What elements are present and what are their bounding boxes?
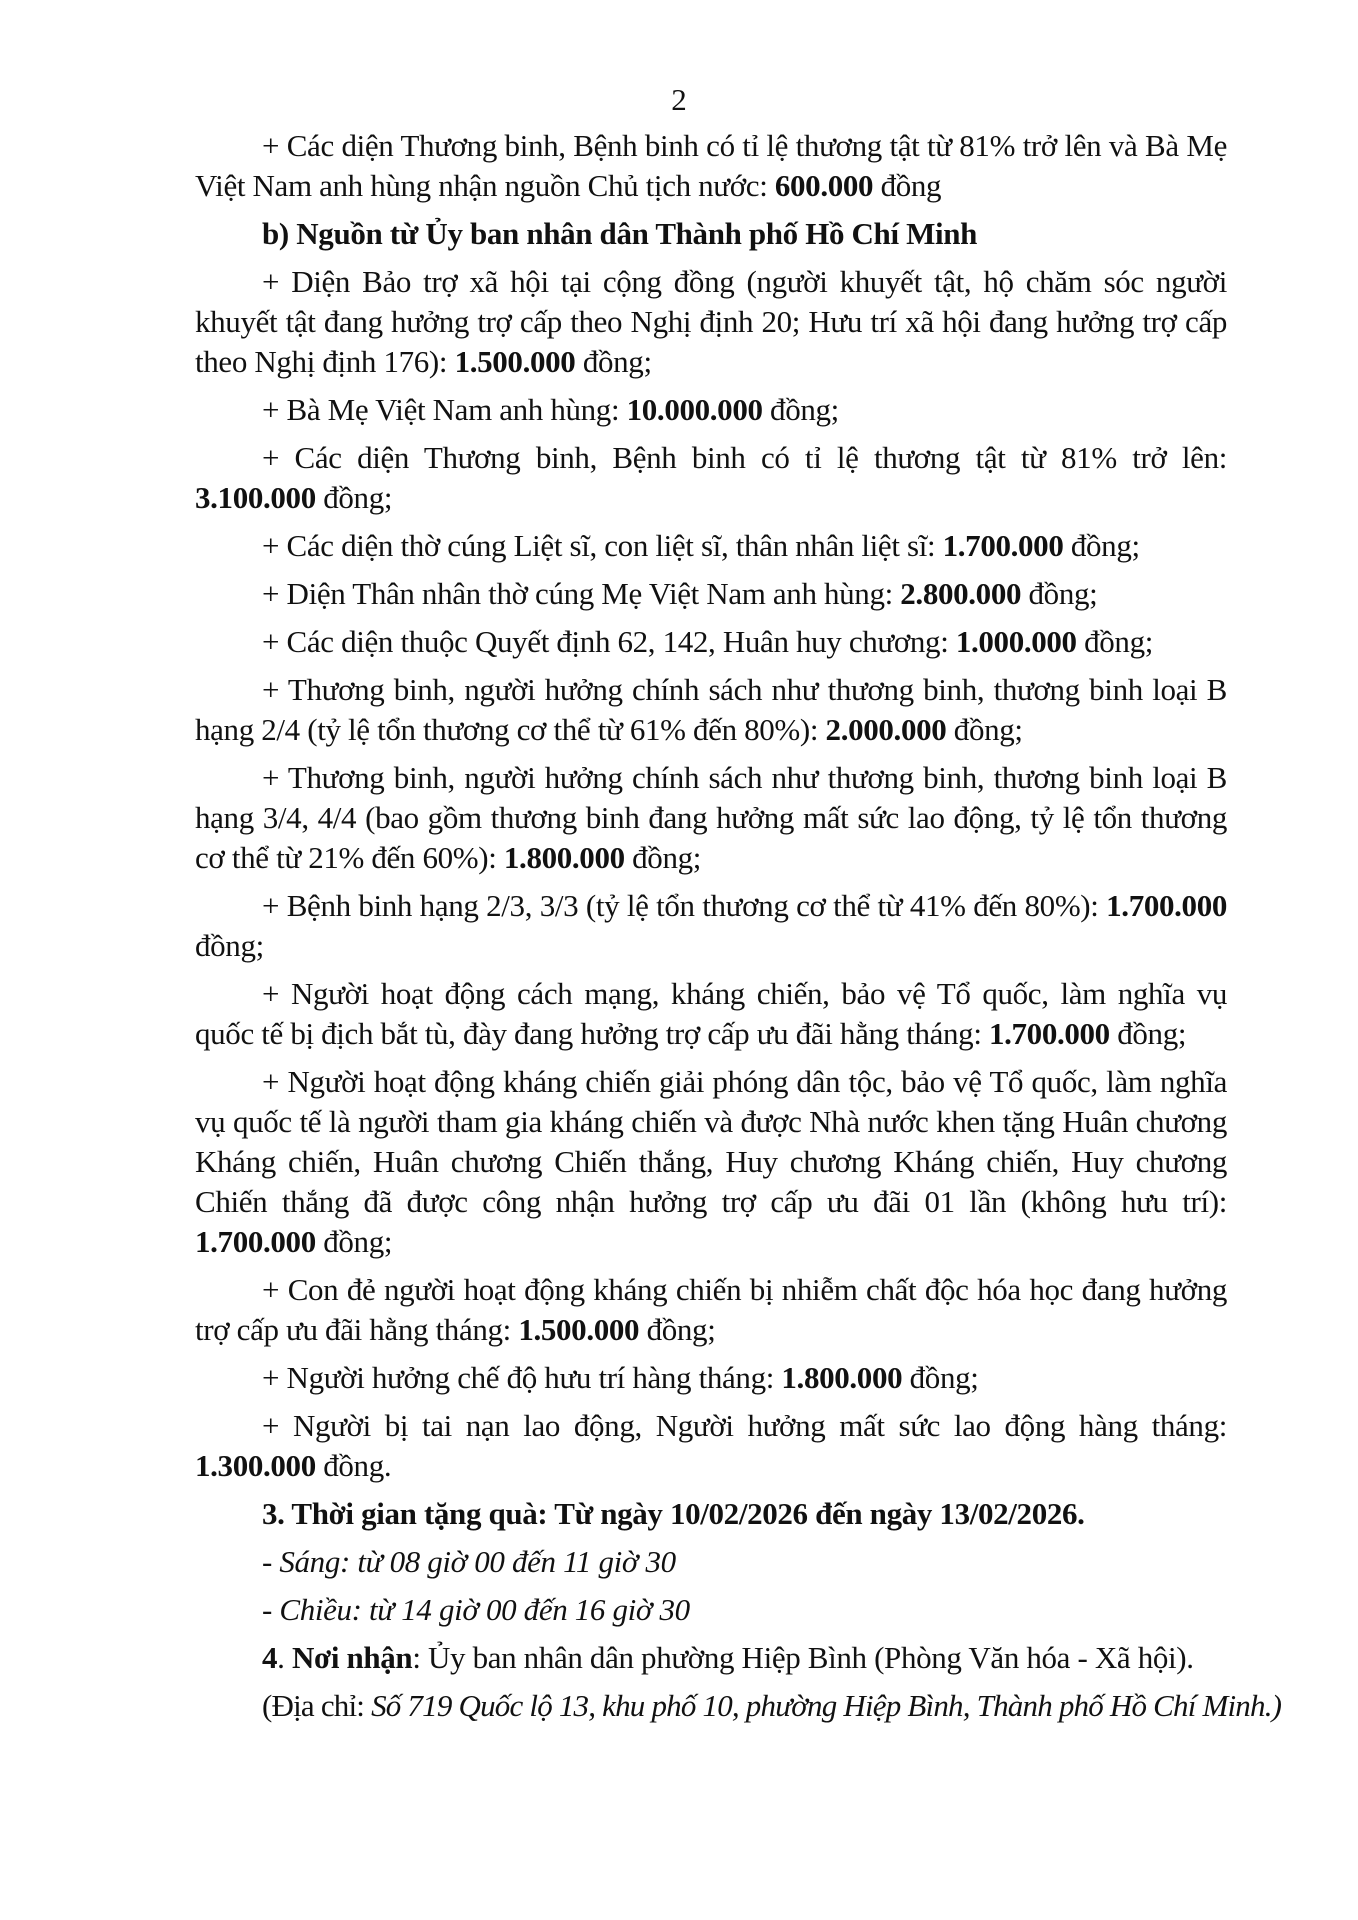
item-text: + Các diện Thương binh, Bệnh binh có tỉ lệ thương tật từ 81% trở lên:	[262, 440, 1227, 475]
list-item	[195, 974, 1227, 1054]
item-text: + Các diện thuộc Quyết định 62, 142, Huân huy chương:	[262, 624, 956, 659]
item-text: + Bà Mẹ Việt Nam anh hùng:	[262, 392, 627, 427]
list-item	[195, 262, 1227, 382]
section-4-number: 4	[262, 1640, 278, 1675]
list-item	[195, 526, 1227, 566]
section-4-recipient	[195, 1638, 1227, 1678]
item-suffix: đồng;	[902, 1360, 979, 1395]
list-item	[195, 1270, 1227, 1350]
item-amount: 1.700.000	[195, 1224, 316, 1259]
item-amount: 10.000.000	[626, 392, 763, 427]
list-item	[195, 758, 1227, 878]
item-suffix: đồng;	[315, 480, 393, 515]
item-suffix: đồng;	[575, 344, 652, 379]
item-text: + Người bị tai nạn lao động, Người hưởng mất sức lao động hàng tháng:	[262, 1408, 1227, 1443]
item-suffix: đồng.	[315, 1448, 392, 1483]
address-label: (Địa chỉ:	[262, 1688, 372, 1723]
item-amount: 1.300.000	[195, 1448, 316, 1483]
item-amount: 3.100.000	[195, 480, 316, 515]
item-suffix: đồng;	[946, 712, 1023, 747]
item-suffix: đồng	[873, 168, 942, 203]
item-text: + Diện Thân nhân thờ cúng Mẹ Việt Nam anh hùng:	[262, 576, 901, 611]
item-text: + Thương binh, người hưởng chính sách như thương binh, thương binh loại B hạng 3/4, 4/4 (bao gồm thương binh đang hưởng mất sức lao động, tỷ lệ tổn thương cơ thể từ 21% đến 60%):	[195, 760, 1227, 875]
list-item	[195, 1062, 1227, 1262]
list-item	[195, 574, 1227, 614]
item-amount: 1.500.000	[454, 344, 576, 379]
item-amount: 1.800.000	[781, 1360, 903, 1395]
item-suffix: đồng;	[1109, 1016, 1187, 1051]
item-amount: 1.800.000	[503, 840, 625, 875]
item-suffix: đồng;	[1063, 528, 1140, 563]
section-b-list	[195, 262, 1227, 1486]
section-a-last-item	[195, 126, 1227, 206]
item-suffix: đồng;	[762, 392, 839, 427]
item-suffix: đồng;	[639, 1312, 716, 1347]
address-value: Số 719 Quốc lộ 13, khu phố 10, phường Hiệp Bình, Thành phố Hồ Chí Minh.)	[371, 1688, 1282, 1723]
item-text: + Các diện Thương binh, Bệnh binh có tỉ lệ thương tật từ 81% trở lên và Bà Mẹ Việt Nam anh hùng nhận nguồn Chủ tịch nước:	[195, 128, 1227, 203]
page-number: 2	[671, 82, 687, 117]
section-4-dot: .	[277, 1640, 292, 1675]
item-amount: 2.000.000	[825, 712, 947, 747]
item-amount: 1.000.000	[955, 624, 1077, 659]
item-amount: 2.800.000	[900, 576, 1022, 611]
list-item	[195, 1406, 1227, 1486]
item-text: + Con đẻ người hoạt động kháng chiến bị nhiễm chất độc hóa học đang hưởng trợ cấp ưu đãi hằng tháng:	[195, 1272, 1227, 1347]
item-amount: 600.000	[774, 168, 874, 203]
section-3-heading: 3. Thời gian tặng quà: Từ ngày 10/02/2026 đến ngày 13/02/2026.	[262, 1496, 1085, 1531]
item-text: + Người hoạt động kháng chiến giải phóng dân tộc, bảo vệ Tổ quốc, làm nghĩa vụ quốc tế là người tham gia kháng chiến và được Nhà nước khen tặng Huân chương Kháng chiến, Huân chương Chiến thắng, Huy chương Kháng chiến, Huy chương Chiến thắng đã được công nhận hưởng trợ cấp ưu đãi 01 lần (không hưu trí):	[195, 1064, 1227, 1219]
section-4-text: : Ủy ban nhân dân phường Hiệp Bình (Phòng Văn hóa - Xã hội).	[412, 1640, 1194, 1675]
section-4-title: Nơi nhận	[291, 1640, 413, 1675]
item-amount: 1.500.000	[518, 1312, 640, 1347]
schedule-morning: - Sáng: từ 08 giờ 00 đến 11 giờ 30	[262, 1544, 676, 1579]
item-suffix: đồng;	[195, 928, 264, 963]
item-text: + Diện Bảo trợ xã hội tại cộng đồng (người khuyết tật, hộ chăm sóc người khuyết tật đang hưởng trợ cấp theo Nghị định 20; Hưu trí xã hội đang hưởng trợ cấp theo Nghị định 176):	[195, 264, 1227, 379]
schedule-afternoon: - Chiều: từ 14 giờ 00 đến 16 giờ 30	[262, 1592, 690, 1627]
item-text: + Người hoạt động cách mạng, kháng chiến, bảo vệ Tổ quốc, làm nghĩa vụ quốc tế bị địch bắt tù, đày đang hưởng trợ cấp ưu đãi hằng tháng:	[195, 976, 1227, 1051]
list-item	[195, 438, 1227, 518]
address-line	[262, 1686, 1282, 1726]
item-text: + Thương binh, người hưởng chính sách như thương binh, thương binh loại B hạng 2/4 (tỷ lệ tổn thương cơ thể từ 61% đến 80%):	[195, 672, 1227, 747]
item-amount: 1.700.000	[1106, 888, 1227, 923]
list-item	[195, 622, 1227, 662]
item-text: + Người hưởng chế độ hưu trí hàng tháng:	[262, 1360, 782, 1395]
item-suffix: đồng;	[315, 1224, 393, 1259]
item-amount: 1.700.000	[942, 528, 1064, 563]
item-suffix: đồng;	[1021, 576, 1098, 611]
item-suffix: đồng;	[1076, 624, 1153, 659]
item-text: + Bệnh binh hạng 2/3, 3/3 (tỷ lệ tổn thương cơ thể từ 41% đến 80%):	[262, 888, 1107, 923]
list-item	[195, 1358, 1227, 1398]
list-item	[195, 670, 1227, 750]
section-b-heading: b) Nguồn từ Ủy ban nhân dân Thành phố Hồ Chí Minh	[262, 216, 978, 251]
item-suffix: đồng;	[624, 840, 702, 875]
list-item	[195, 886, 1227, 966]
item-amount: 1.700.000	[988, 1016, 1110, 1051]
document-body	[195, 126, 1282, 1726]
list-item	[195, 390, 1227, 430]
item-text: + Các diện thờ cúng Liệt sĩ, con liệt sĩ, thân nhân liệt sĩ:	[262, 528, 943, 563]
